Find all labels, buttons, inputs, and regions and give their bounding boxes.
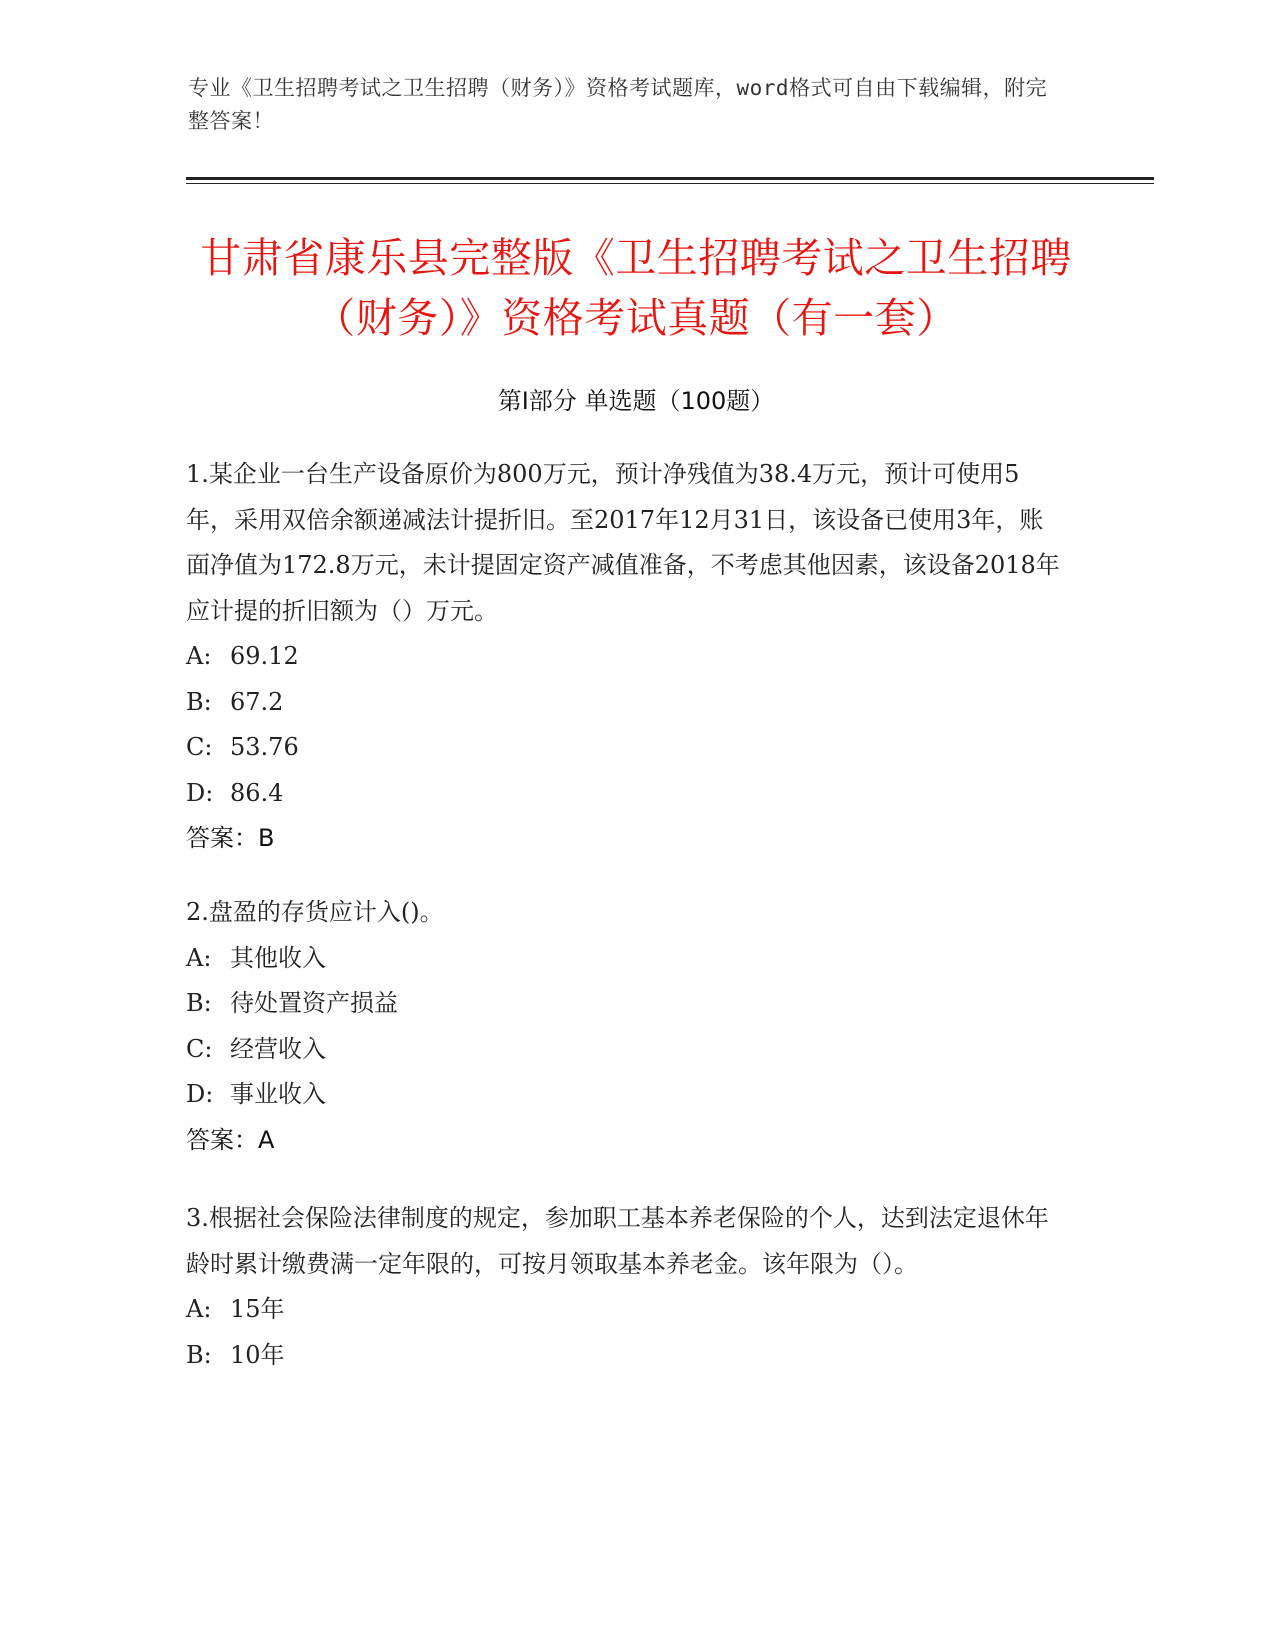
section-heading: 第Ⅰ部分 单选题（100题） — [497, 387, 775, 415]
document-title: 甘肃省康乐县完整版《卫生招聘考试之卫生招聘（财务）》资格考试真题（有一套） — [200, 234, 1072, 342]
option-letter: B: — [186, 989, 212, 1017]
question-3 — [186, 1196, 1066, 1378]
option-letter: B: — [186, 687, 212, 716]
answer: 答案：A — [186, 1125, 275, 1154]
option-text: 69.12 — [230, 642, 299, 670]
option-text: 86.4 — [230, 778, 284, 807]
option-text: 经营收入 — [230, 1034, 326, 1063]
option-text: 53.76 — [230, 733, 299, 761]
option-text: 事业收入 — [230, 1080, 326, 1108]
option-d — [186, 771, 1066, 817]
option-c — [186, 1027, 1066, 1073]
option-letter: D: — [186, 778, 214, 807]
question-1 — [186, 452, 1066, 862]
option-a — [186, 1287, 1066, 1333]
question-stem: 2.盘盈的存货应计入()。 — [186, 898, 444, 926]
option-letter: C: — [186, 733, 213, 761]
question-stem: 3.根据社会保险法律制度的规定，参加职工基本养老保险的个人，达到法定退休年龄时累计缴费满一定年限的，可按月领取基本养老金。该年限为（）。 — [186, 1204, 1049, 1278]
option-letter: A: — [186, 642, 212, 670]
question-2 — [186, 890, 1066, 1163]
option-text: 67.2 — [230, 687, 284, 716]
header-divider-thin — [186, 183, 1154, 184]
option-letter: A: — [186, 943, 212, 972]
option-letter: C: — [186, 1034, 213, 1063]
option-b — [186, 1333, 1066, 1379]
option-text: 其他收入 — [230, 943, 326, 972]
header-note: 专业《卫生招聘考试之卫生招聘（财务）》资格考试题库，word格式可自由下载编辑，附完整答案！ — [188, 76, 1048, 133]
question-stem: 1.某企业一台生产设备原价为800万元，预计净残值为38.4万元，预计可使用5年，采用双倍余额递减法计提折旧。至2017年12月31日，该设备已使用3年，账面净值为172.8万元，未计提固定资产减值准备，不考虑其他因素，该设备2018年应计提的折旧额为（）万元。 — [186, 460, 1060, 625]
option-a — [186, 936, 1066, 982]
option-letter: A: — [186, 1295, 212, 1323]
option-b — [186, 680, 1066, 726]
option-text: 15年 — [230, 1295, 285, 1323]
option-text: 待处置资产损益 — [230, 989, 398, 1017]
option-letter: B: — [186, 1340, 212, 1369]
option-b — [186, 981, 1066, 1027]
answer: 答案：B — [186, 824, 275, 852]
option-letter: D: — [186, 1080, 214, 1108]
header-divider-thick — [186, 177, 1154, 180]
option-a — [186, 634, 1066, 680]
option-d — [186, 1072, 1066, 1118]
option-text: 10年 — [230, 1340, 285, 1369]
option-c — [186, 725, 1066, 771]
